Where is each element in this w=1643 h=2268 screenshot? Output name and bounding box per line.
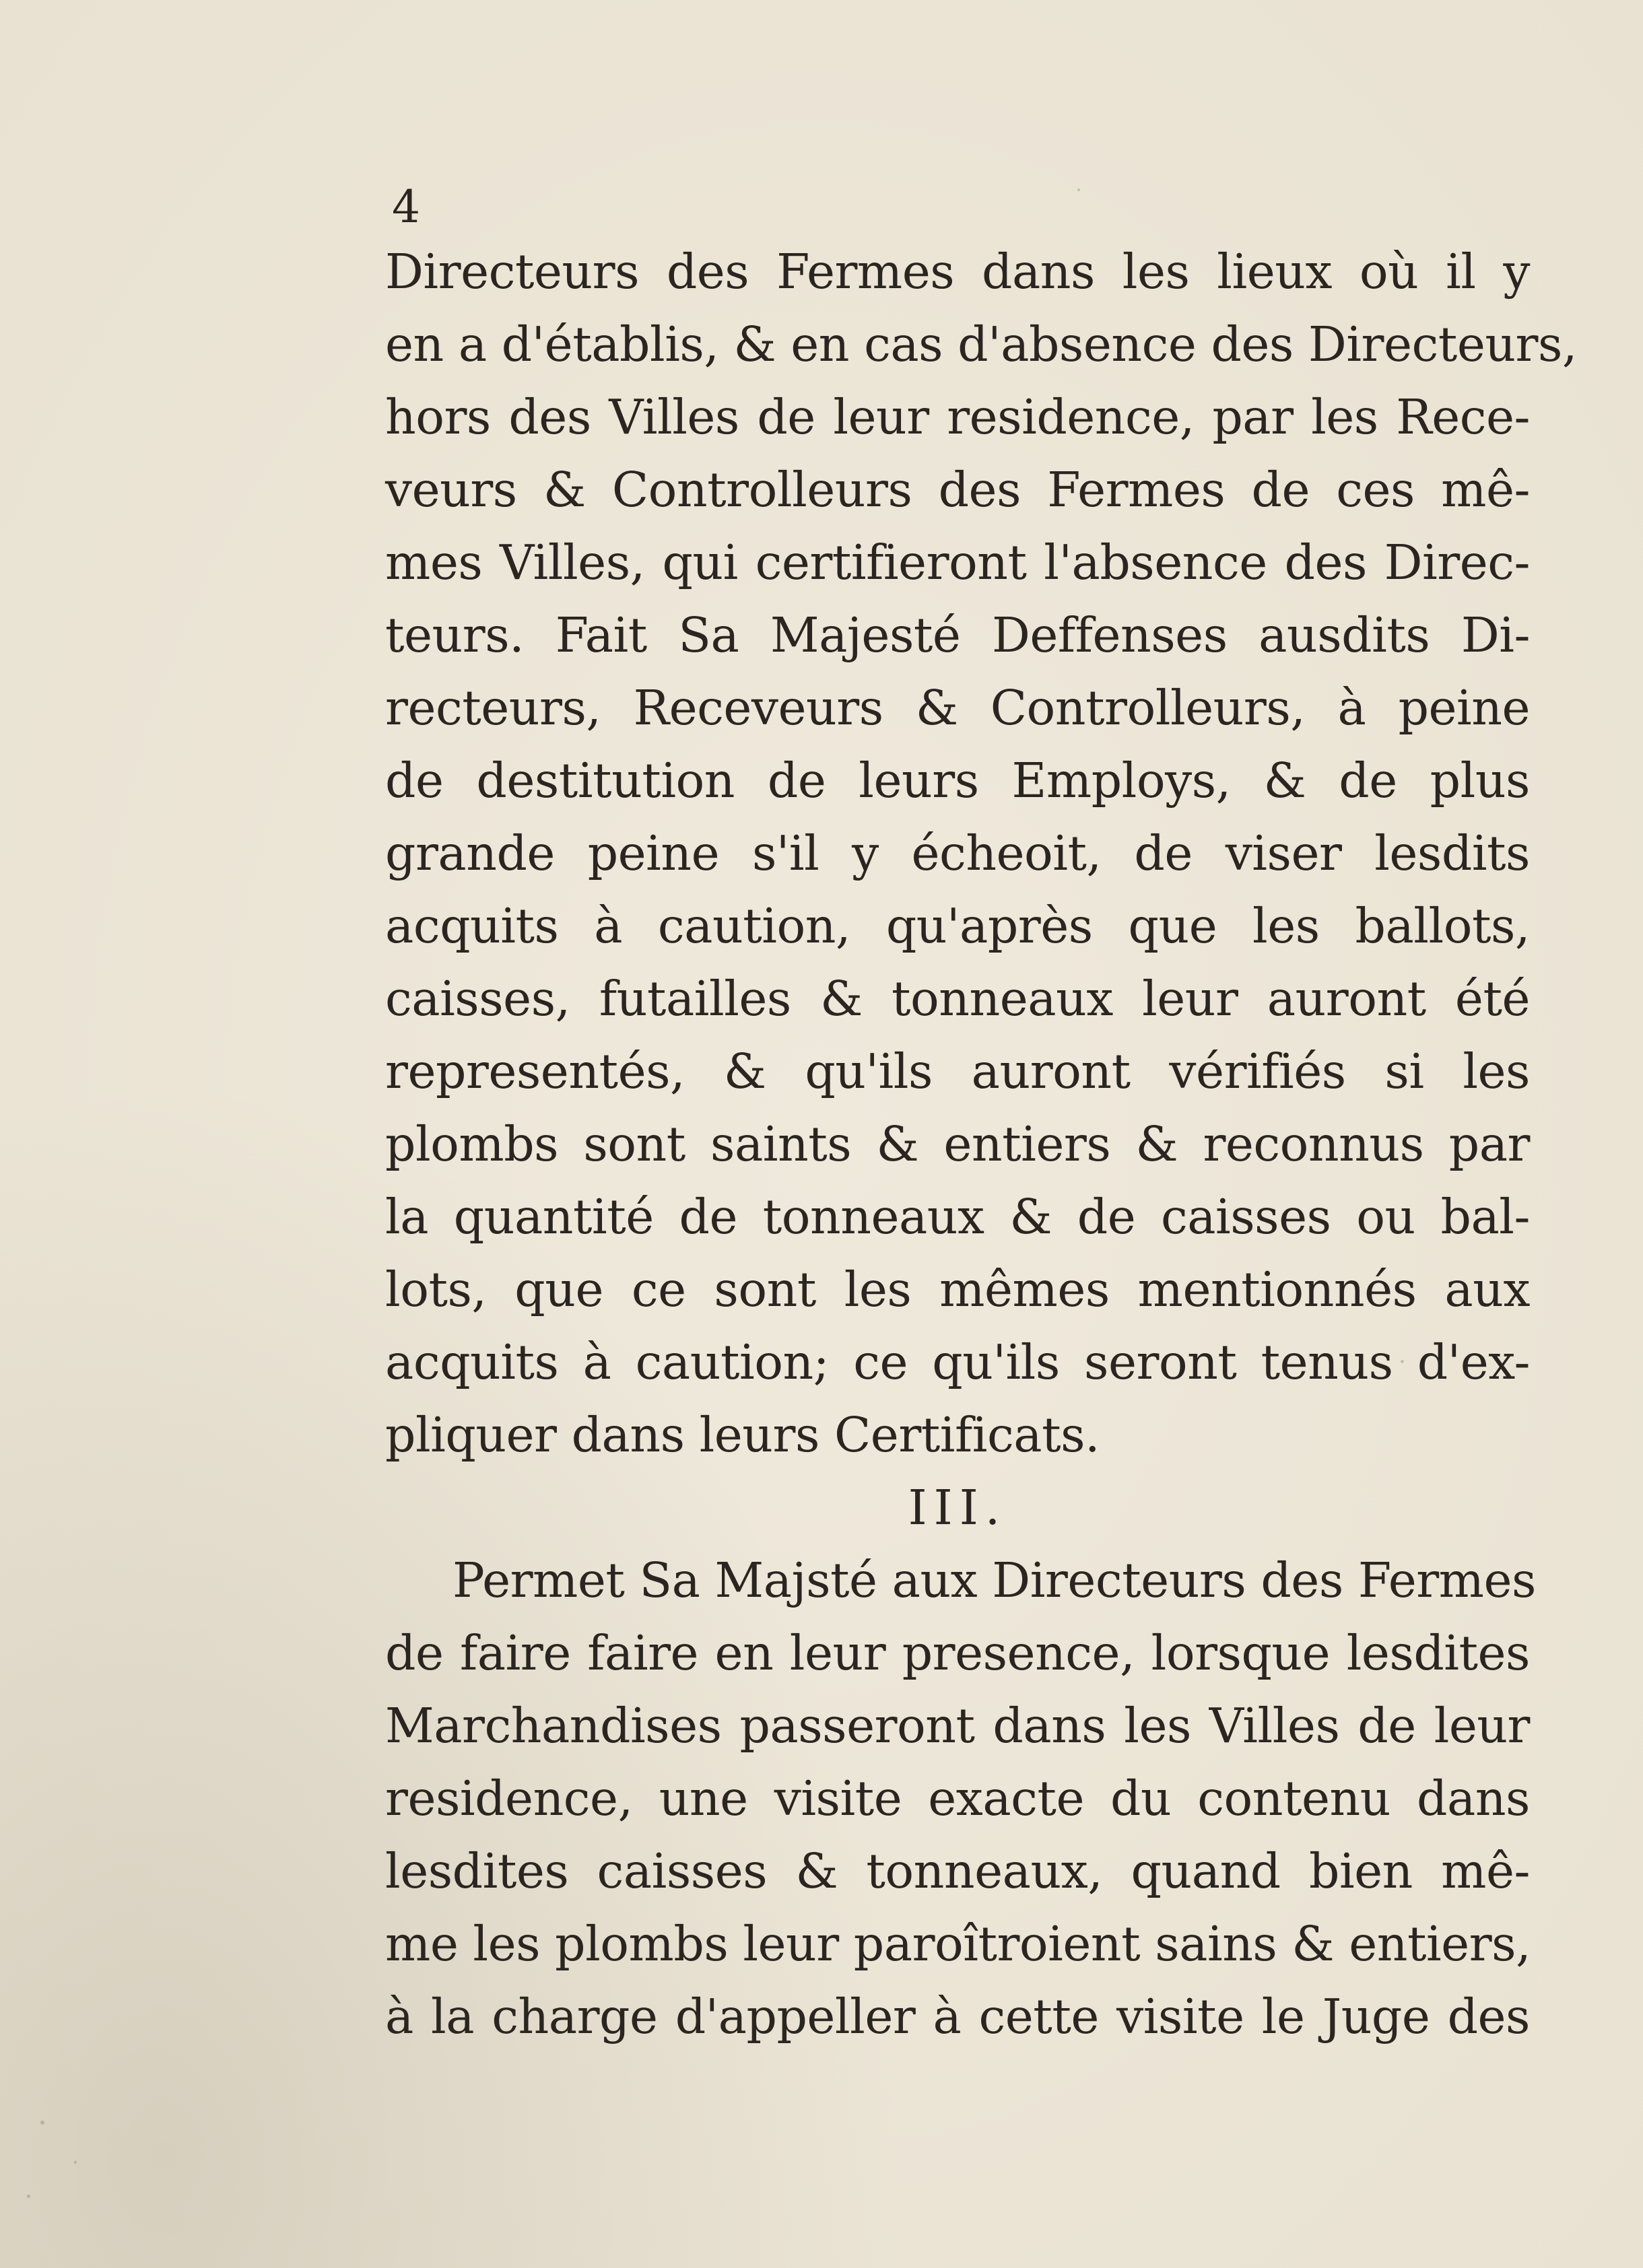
text-line: lots, que ce sont les mêmes mentionnés aux xyxy=(385,1262,1530,1317)
text-line: me les plombs leur paroîtroient sains & entiers, xyxy=(385,1916,1531,1972)
paper-speck xyxy=(1401,1360,1404,1363)
section-heading: III. xyxy=(908,1480,1007,1536)
paper-speck xyxy=(74,2161,77,2164)
text-line: de faire faire en leur presence, lorsque lesdites xyxy=(385,1625,1530,1681)
text-line: teurs. Fait Sa Majesté Deffenses ausdits Di- xyxy=(385,607,1530,663)
text-line: acquits à caution; ce qu'ils seront tenus d'ex- xyxy=(385,1334,1530,1390)
text-line: acquits à caution, qu'après que les ballots, xyxy=(385,898,1530,954)
text-line: la quantité de tonneaux & de caisses ou bal- xyxy=(385,1189,1530,1245)
text-line: en a d'établis, & en cas d'absence des Directeurs, xyxy=(385,316,1578,372)
text-line: residence, une visite exacte du contenu dans xyxy=(385,1771,1530,1826)
text-line: recteurs, Receveurs & Controlleurs, à peine xyxy=(385,680,1530,736)
text-line: grande peine s'il y écheoit, de viser lesdits xyxy=(385,825,1530,881)
text-line: Permet Sa Majsté aux Directeurs des Fermes xyxy=(452,1552,1536,1608)
text-line: pliquer dans leurs Certificats. xyxy=(385,1407,1100,1463)
page-number: 4 xyxy=(392,181,420,233)
text-line: lesdites caisses & tonneaux, quand bien mê- xyxy=(385,1843,1530,1899)
document-body xyxy=(385,236,1578,2053)
text-line: plombs sont saints & entiers & reconnus par xyxy=(385,1116,1530,1172)
text-line: hors des Villes de leur residence, par les Rece- xyxy=(385,389,1530,445)
text-line: de destitution de leurs Employs, & de plus xyxy=(385,753,1530,809)
paper-speck xyxy=(27,2195,30,2198)
text-line: representés, & qu'ils auront vérifiés si les xyxy=(385,1043,1530,1099)
text-line: Marchandises passeront dans les Villes de leur xyxy=(385,1698,1530,1754)
paper-speck xyxy=(1077,188,1080,191)
paper-speck xyxy=(40,2121,44,2125)
text-line: Directeurs des Fermes dans les lieux où il y xyxy=(385,244,1530,300)
text-line: à la charge d'appeller à cette visite le Juge des xyxy=(385,1989,1530,2044)
text-line: caisses, futailles & tonneaux leur auront été xyxy=(385,971,1530,1027)
text-line: veurs & Controlleurs des Fermes de ces mê- xyxy=(385,462,1530,518)
text-line: mes Villes, qui certifieront l'absence des Direc- xyxy=(385,535,1530,590)
